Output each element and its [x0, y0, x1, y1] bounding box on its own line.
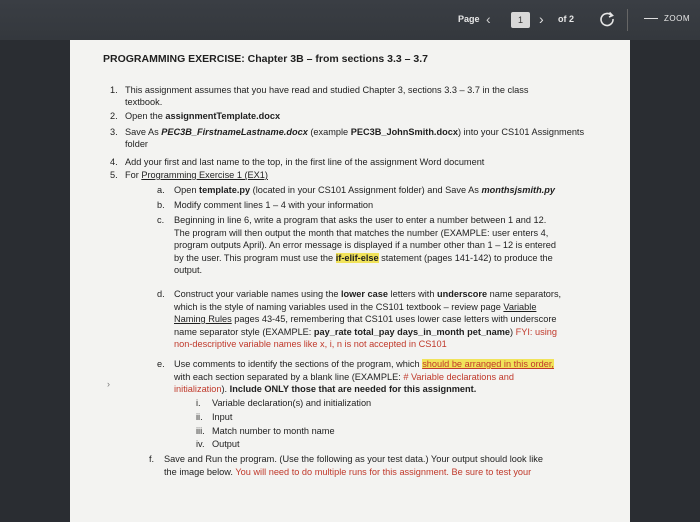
variable-naming-link[interactable]: Variable: [503, 301, 537, 312]
item-number: 5.: [110, 170, 118, 180]
rotate-icon[interactable]: [598, 10, 616, 28]
item-text: This assignment assumes that you have read and studied Chapter 3, sections 3.3 – 3.7 in the class: [125, 85, 529, 95]
sub-letter: e.: [157, 359, 165, 369]
exercise-link[interactable]: Programming Exercise 1 (EX1): [141, 170, 268, 180]
page-bottom-fade: [70, 490, 630, 522]
sub-letter: f.: [149, 454, 155, 464]
item-text: initialization). Include ONLY those that are needed for this assignment.: [174, 384, 477, 394]
item-number: 3.: [110, 127, 118, 137]
exercise-heading: PROGRAMMING EXERCISE: Chapter 3B – from sections 3.3 – 3.7: [103, 53, 428, 65]
item-number: 1.: [110, 85, 118, 95]
item-text: textbook.: [125, 97, 163, 107]
item-text: Construct your variable names using the lower case letters with underscore name separators,: [174, 289, 562, 299]
item-text: Open template.py (located in your CS101 Assignment folder) and Save As monthsjsmith.py: [174, 185, 555, 195]
item-text: with each section separated by a blank line (EXAMPLE: # Variable declarations and: [174, 371, 514, 382]
highlight-if-elif-else: if-elif-else: [335, 252, 379, 263]
item-text: which is the style of naming variables used in the CS101 textbook – review page Variable: [174, 301, 537, 312]
toolbar-divider: [627, 9, 628, 31]
item-text: folder: [125, 139, 148, 149]
item-text: Open the assignmentTemplate.docx: [125, 111, 281, 121]
item-text: name separator style (EXAMPLE: pay_rate total_pay days_in_month pet_name) FYI: using: [174, 326, 557, 337]
item-text: Save and Run the program. (Use the following as your test data.) Your output should look like: [164, 454, 543, 464]
item-text: For Programming Exercise 1 (EX1): [125, 170, 268, 180]
pdf-toolbar: [0, 0, 700, 40]
item-text: program outputs April). An error message is displayed if a number other than 1 – 12 is entered: [174, 240, 556, 250]
zoom-out-icon[interactable]: —: [644, 9, 658, 25]
next-page-icon[interactable]: ›: [539, 11, 544, 27]
cursor-marker: ›: [107, 379, 110, 389]
item-text: Save As PEC3B_FirstnameLastname.docx (example PEC3B_JohnSmith.docx) into your CS101 Assignments: [125, 127, 585, 137]
sub-letter: a.: [157, 185, 165, 195]
item-text: Add your first and last name to the top, in the first line of the assignment Word document: [125, 157, 485, 167]
item-text: output.: [174, 265, 203, 275]
item-text: The program will then output the month that matches the number (EXAMPLE: user enters 4,: [174, 227, 549, 238]
page-count: of 2: [558, 14, 575, 24]
item-number: 4.: [110, 157, 118, 167]
item-text: Beginning in line 6, write a program that asks the user to enter a number between 1 and 12.: [174, 215, 547, 225]
page-number-input[interactable]: 1: [511, 12, 530, 28]
item-text: the image below. You will need to do multiple runs for this assignment. Be sure to test your: [164, 466, 532, 477]
document-page: PROGRAMMING EXERCISE: Chapter 3B – from sections 3.3 – 3.7 1. This assignment assumes that you have read and studied Chapter 3, sections 3.3 – 3.7 in the class textbook. 2. Open the assignmentTemplate.docx 3. Save As PEC3B_FirstnameLastname.docx (example PEC3B_JohnSmith.docx) into your CS101 Assignments folder 4. Add your first and last name to the top, in the first line of the assignment Word document 5. For Programming Exercise 1 (EX1) a. Open template.py (located in your CS101 Assignment folder) and Save As monthsjsmith.py b. Modify comment lines 1 – 4 with your information c. Beginning in line 6, write a program that asks the user to enter a number between 1 and 12. The program will then output the month that matches the number (EXAMPLE: user enters 4, program outputs April). An error message is displayed if a number other than 1 – 12 is entered by the user. This program must use the if-elif-else statement (pages 141-142) to produce the output. d. Construct your variable names using the lower case letters with underscore name separators, which is the style of naming variables used in the CS101 textbook – review page Variable Naming Rules pages 43-45, remembering that CS101 uses lower case letters with underscore name separator style (EXAMPLE: pay_rate total_pay days_in_month pet_name) FYI: using non-descriptive variable names like x, i, n is not accepted in CS101 e. Use comments to identify the sections of the program, which should be arranged in this order, with each section separated by a blank line (EXAMPLE: # Variable declarations and initialization). Include ONLY those that are needed for this assignment. › i. Variable declaration(s) and initialization ii. Input iii. Match number to month name iv. Output f. Save and Run the program. (Use the following as your test data.) Your output should look like the image below. You will need to do multiple runs for this assignment. Be sure to test your: [70, 40, 630, 522]
item-text: Naming Rules pages 43-45, remembering that CS101 uses lower case letters with underscore: [174, 314, 557, 324]
sub-letter: c.: [157, 215, 165, 225]
sub-letter: b.: [157, 200, 165, 210]
item-text: Use comments to identify the sections of the program, which should be arranged in this order,: [174, 359, 554, 369]
highlight-arranged-order: should be arranged in this order,: [422, 359, 554, 369]
item-text: non-descriptive variable names like x, i, n is not accepted in CS101: [174, 339, 447, 349]
zoom-label[interactable]: ZOOM: [664, 14, 690, 23]
item-text: by the user. This program must use the if-elif-else statement (pages 141-142) to produce the: [174, 252, 553, 263]
item-number: 2.: [110, 111, 118, 121]
page-label: Page: [458, 14, 480, 24]
naming-rules-link[interactable]: Naming Rules: [174, 314, 232, 324]
sub-letter: d.: [157, 289, 165, 299]
previous-page-icon[interactable]: ‹: [486, 11, 491, 27]
item-text: Modify comment lines 1 – 4 with your information: [174, 200, 374, 210]
